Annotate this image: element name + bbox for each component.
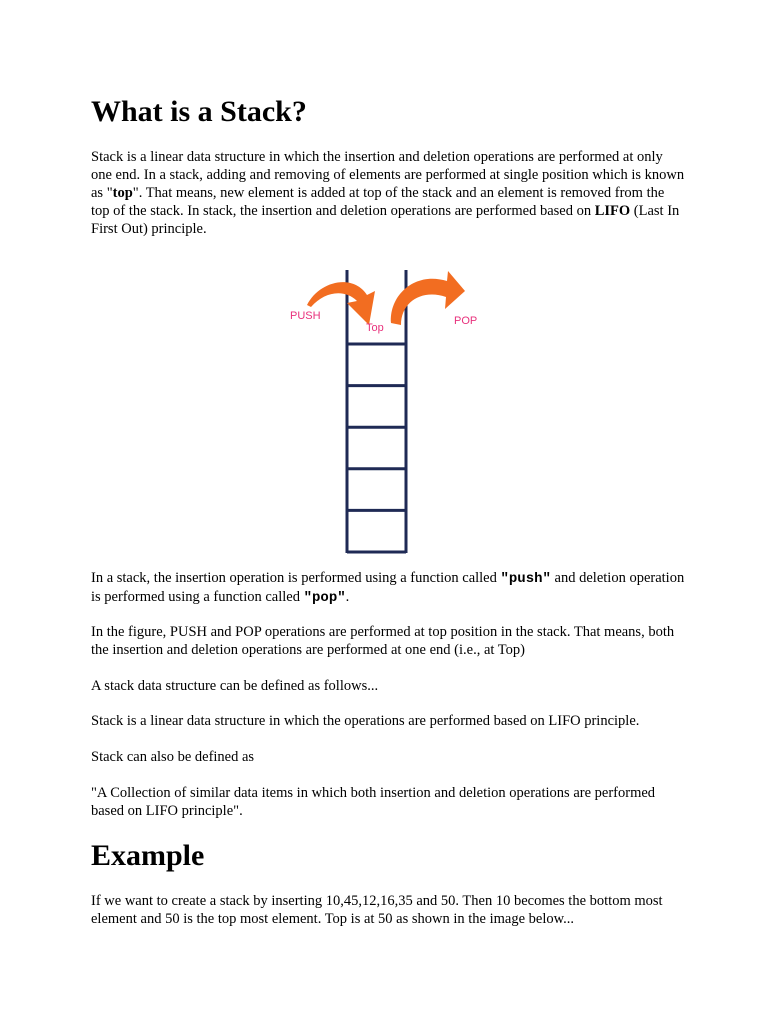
intro-text-1: Stack is a linear data structure in which the insertion and deletion operations are performed at only one end. In a stack, adding and removing of elements are performed at single position which is known as " xyxy=(91,149,685,201)
heading-example: Example xyxy=(91,839,205,872)
definition-intro-paragraph: A stack data structure can be defined as follows... xyxy=(91,678,379,694)
push-pop-text-1: In a stack, the insertion operation is performed using a function called xyxy=(91,570,501,586)
definition-quote-paragraph: "A Collection of similar data items in which both insertion and deletion operations are performed based on LIFO principle". xyxy=(91,785,656,819)
stack-slots xyxy=(347,344,406,510)
push-keyword: "push" xyxy=(500,571,551,587)
definition-alt-intro-paragraph: Stack can also be defined as xyxy=(91,749,255,765)
push-label: PUSH xyxy=(290,310,321,322)
pop-label: POP xyxy=(454,315,478,327)
intro-paragraph xyxy=(91,148,686,238)
example-paragraph: If we want to create a stack by inserting 10,45,12,16,35 and 50. Then 10 becomes the bottom most element and 50 is the top most element. Top is at 50 as shown in the image below... xyxy=(91,893,663,927)
top-keyword: top xyxy=(112,185,133,201)
heading-what-is-stack: What is a Stack? xyxy=(91,95,307,128)
push-pop-text-3: . xyxy=(345,589,350,605)
definition-paragraph: Stack is a linear data structure in which the operations are performed based on LIFO principle. xyxy=(91,713,640,729)
top-label: Top xyxy=(366,322,384,334)
intro-text-3: (Last In First Out) principle. xyxy=(91,203,680,237)
stack-diagram-svg xyxy=(285,265,485,560)
stack-diagram xyxy=(285,265,485,560)
figure-explanation-paragraph: In the figure, PUSH and POP operations are performed at top position in the stack. That means, both the insertion and deletion operations are performed at one end (i.e., at Top) xyxy=(91,624,675,658)
push-pop-text-2: and deletion operation is performed using a function called xyxy=(91,570,685,605)
push-pop-paragraph xyxy=(91,569,686,607)
lifo-keyword: LIFO xyxy=(594,203,631,219)
pop-keyword: "pop" xyxy=(303,590,346,606)
intro-text-2: ". That means, new element is added at top of the stack and an element is removed from the top of the stack. In stack, the insertion and deletion operations are performed based on xyxy=(91,185,665,219)
